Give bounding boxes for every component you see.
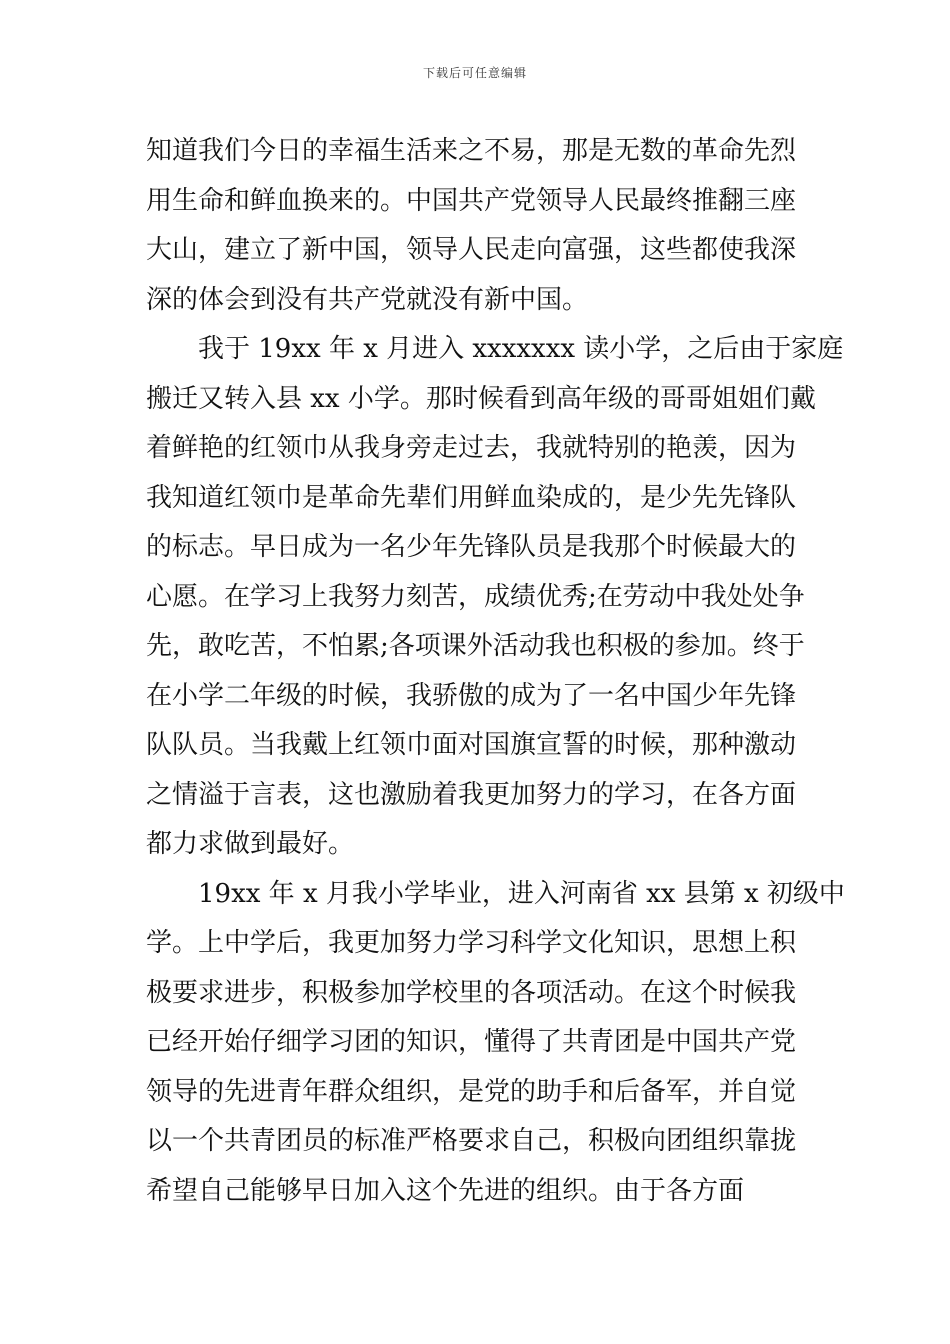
text-line: 队队员。当我戴上红领巾面对国旗宣誓的时候，那种激动 xyxy=(146,730,797,760)
text-line: 极要求进步，积极参加学校里的各项活动。在这个时候我 xyxy=(146,977,797,1008)
text-line: 领导的先进青年群众组织，是党的助手和后备军，并自觉 xyxy=(146,1076,797,1107)
text-line: 大山，建立了新中国，领导人民走向富强，这些都使我深 xyxy=(146,235,797,265)
text-line: 知道我们今日的幸福生活来之不易，那是无数的革命先烈 xyxy=(146,136,797,166)
text-line: 之情溢于言表，这也激励着我更加努力的学习，在各方面 xyxy=(146,779,797,810)
text-line: 已经开始仔细学习团的知识，懂得了共青团是中国共产党 xyxy=(146,1027,797,1057)
page-header: 下载后可任意编辑 xyxy=(422,66,527,80)
text-line: 深的体会到没有共产党就没有新中国。 xyxy=(146,284,589,315)
text-line: 学。上中学后，我更加努力学习科学文化知识，思想上积 xyxy=(146,928,797,958)
text-line: 用生命和鲜血换来的。中国共产党领导人民最终推翻三座 xyxy=(146,185,797,216)
text-line: 在小学二年级的时候，我骄傲的成为了一名中国少年先锋 xyxy=(146,680,797,711)
text-line: 我于 19xx 年 x 月进入 xxxxxxx 读小学，之后由于家庭 xyxy=(198,334,844,364)
text-line: 我知道红领巾是革命先辈们用鲜血染成的，是少先先锋队 xyxy=(146,482,797,513)
document-body xyxy=(146,127,845,1216)
text-line: 着鲜艳的红领巾从我身旁走过去，我就特别的艳羡，因为 xyxy=(146,433,797,463)
text-line: 心愿。在学习上我努力刻苦，成绩优秀;在劳动中我处处争 xyxy=(146,581,805,612)
text-line: 以一个共青团员的标准严格要求自己，积极向团组织靠拢 xyxy=(146,1126,797,1156)
text-line: 的标志。早日成为一名少年先锋队员是我那个时候最大的 xyxy=(146,532,797,562)
text-line: 希望自己能够早日加入这个先进的组织。由于各方面 xyxy=(146,1175,745,1206)
text-line: 都力求做到最好。 xyxy=(146,829,355,859)
text-line: 先，敢吃苦，不怕累;各项课外活动我也积极的参加。终于 xyxy=(146,631,805,661)
text-line: 19xx 年 x 月我小学毕业，进入河南省 xx 县第 x 初级中 xyxy=(198,878,845,909)
paragraph-3 xyxy=(146,870,845,1217)
paragraph-1 xyxy=(146,127,808,325)
paragraph-2 xyxy=(146,325,844,870)
text-line: 搬迁又转入县 xx 小学。那时候看到高年级的哥哥姐姐们戴 xyxy=(146,383,816,414)
